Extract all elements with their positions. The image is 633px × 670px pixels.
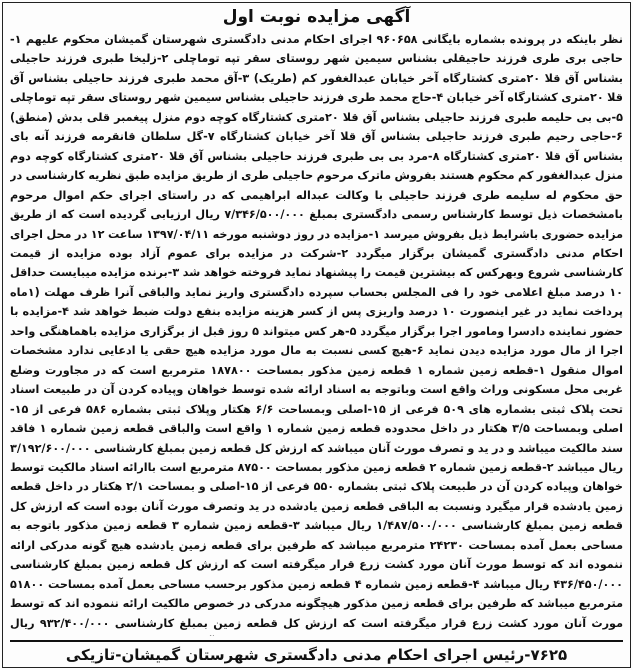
notice-title: آگهی مزایده نوبت اول <box>222 7 411 27</box>
notice-body: نظر باینکه در پرونده بشماره بایگانی ۹۶۰۶۵۸ اجرای احکام مدنی دادگستری شهرستان گمیشان محکوم علیهم ۱-حاجی بری طری فرزند حاجیقلی بشناس سیمین شهر روستای سقر تپه توماچلی ۲-زلیخا طبری فرزند حاجیلی بشناس آق قلا ۲۰متری کشتارگاه آخر خیابان عبدالغفور کم (طریک) ۳-آق محمد طبری فرزند حاجیلی بشناس آق قلا ۲۰متری کشتارگاه آخر خیابان ۴-حاج محمد طری فرزند حاجیلی بشناس سیمین شهر روستای سقر تپه توماچلی ۵-بی بی حلیمه طبری فرزند حاجیلی بشناس آق قلا ۲۰متری کشتارگاه کوچه دوم منزل پیغمبر قلی بدش (منطق) ۶-حاجی رحیم طبری فرزند حاجیلی بشناس آق قلا آخر خیابان کشتارگاه ۷-گل سلطان قانقرمه فرزند آنه بای بشناس آق قلا ۲۰متری کشتارگاه ۸-مرد بی بی طبری فرزند حاجیلی بشناس آق قلا ۲۰متری کشتارگاه کوچه دوم منزل عبدالغفور کم محکوم هستند بفروش ماترک مرحوم حاجیلی طری از طریق مزایده طبق نظریه کارشناسی در حق محکوم له سلیمه طری فرزند حاجیلی با وکالت عبداله ابراهیمی که در راستای اجرای حکم اموال مرحوم بامشخصات ذیل توسط کارشناس رسمی دادگستری بمبلغ ۷/۳۴۶/۵۰۰/۰۰۰ ریال ارزیابی گردیده است که از طریق مزایده حضوری باشرایط ذیل بفروش میرسد ۱-مزایده در روز دوشنبه مورخه ۱۳۹۷/۰۴/۱۱ ساعت ۱۲ در محل اجرای احکام مدنی دادگستری گمیشان برگزار میگردد ۲-شرکت در مزایده برای عموم آزاد بوده مزایده از قیمت کارشناسی شروع وبهرکس که بیشترین قیمت را پیشنهاد نماید فروخته خواهد شد ۳-برنده مزایده میبایست حداقل ۱۰ درصد مبلغ اعلامی خود را فی المجلس بحساب سپرده دادگستری واریز نماید والباقی آنرا ظرف مهلت (۱ماه پرداخت نماید در غیر اینصورت ۱۰ درصد واریزی پس از کسر هزینه مزایده بنفع دولت ضبط خواهد شد ۴-مزایده با حضور نماینده دادسرا ومامور اجرا برگزار میگردد ۵-هر کس میتواند ۵ روز قبل از برگزاری مزایده باهماهنگی واحد اجرا از مال مورد مزایده دیدن نماید ۶-هیچ کسی نسبت به مال مورد مزایده هیچ حقی یا ادعایی ندارد مشخصات اموال منقول ۱-قطعه زمین شماره ۱ قطعه زمین مذکور بمساحت ۱۸۷۸۰۰ مترمربع است که در مجاورت وضلع غربی محل مسکونی وراث واقع است وباتوجه به اسناد ارائه شده توسط خواهان وپیاده کردن آن در طبیعت اسناد تحت پلاک ثبتی بشماره های ۵۰۹ فرعی از ۱۵-اصلی وبمساحت ۶/۶ هکتار وپلاک ثبتی بشماره ۵۸۶ فرعی از ۱۵-اصلی وبمساحت ۳/۵ هکتار در داخل محدوده قطعه زمین شماره ۱ واقع است والباقی قطعه زمین شماره ۱ فاقد سند مالکیت میباشد و در ید و تصرف مورث آنان میباشد که ارزش کل قطعه زمین بمبلغ کارشناسی ۳/۱۹۲/۶۰۰/۰۰۰ ریال میباشد ۲-قطعه زمین شماره ۲ قطعه زمین مذکور بمساحت ۸۷۵۰۰ مترمربع است باارائه اسناد مالکیت توسط خواهان وپیاده کردن آن در طبیعت پلاک ثبتی بشماره ۵۵۰ فرعی از ۱۵-اصلی و بمساحت ۲/۱ هکتار در داخل قطعه زمین یادشده قرار میگیرد ونسبت به الباقی قطعه زمین یادشده در ید وتصرف مورث آنان بوده است که ارزش کل قطعه زمین بمبلغ کارشناسی ۱/۴۸۷/۵۰۰/۰۰۰ ریال میباشد ۳-قطعه زمین شماره ۳ قطعه زمین مذکور باتوجه به مساحی بعمل آمده بمساحت ۲۴۲۳۰ مترمربع میباشد که طرفین برای قطعه زمین یادشده هیچ گونه مدرکی ارائه ننموده اند که توسط مورث آنان مورد کشت زرع قرار میگرفته است که ارزش کل قطعه زمین بمبلغ کارشناسی ۴۳۶/۴۵۰/۰۰۰ ریال میباشد ۴-قطعه زمین شماره ۴ قطعه زمین مذکور برحسب مساحی بعمل آمده بمساحت ۵۱۸۰۰ مترمربع میباشد که طرفین برای قطعه زمین مذکور هیچگونه مدرکی در خصوص مالکیت ارائه ننموده اند که توسط مورث آنان مورد کشت زرع قرار میگرفته است که ارزش کل قطعه زمین بمبلغ کارشناسی ۹۳۲/۴۰۰/۰۰۰ ریال <box>10 33 623 630</box>
notice-footer: ۷۶۲۵-رئیس اجرای احکام مدنی دادگستری شهرستان گمیشان-تازیکی <box>10 640 623 666</box>
